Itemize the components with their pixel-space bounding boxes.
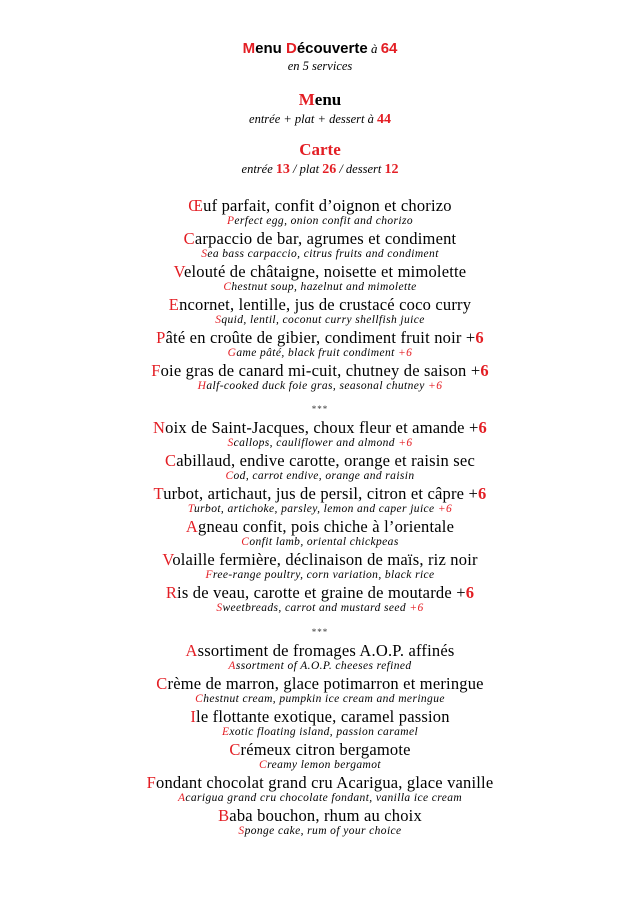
plat-translation: Turbot, artichoke, parsley, lemon and caper juice +6: [187, 503, 453, 515]
plat-name: Noix de Saint-Jacques, choux fleur et amande +6: [153, 418, 487, 437]
dessert-translation: Exotic floating island, passion caramel: [221, 726, 419, 738]
plat-translation: Confit lamb, oriental chickpeas: [241, 536, 399, 548]
plat-name: Cabillaud, endive carotte, orange et raisin sec: [165, 451, 475, 470]
section-separator: ***: [311, 627, 329, 637]
entree-translation: Sea bass carpaccio, citrus fruits and condiment: [201, 248, 439, 260]
dessert-name: Ile flottante exotique, caramel passion: [190, 707, 450, 726]
dessert-translation: Acarigua grand cru chocolate fondant, vanilla ice cream: [177, 792, 463, 804]
entree-translation: Half-cooked duck foie gras, seasonal chutney +6: [197, 380, 443, 392]
entree-name: Carpaccio de bar, agrumes et condiment: [183, 229, 457, 248]
menu-subtitle: entrée + plat + dessert à 44: [249, 112, 391, 127]
dessert-name: Crème de marron, glace potimarron et meringue: [156, 674, 484, 693]
dessert-translation: Creamy lemon bergamot: [259, 759, 381, 771]
dessert-translation: Chestnut cream, pumpkin ice cream and meringue: [195, 693, 445, 705]
entree-translation: Game pâté, black fruit condiment +6: [227, 347, 413, 359]
entree-name: Œuf parfait, confit d’oignon et chorizo: [188, 196, 452, 215]
entree-name: Velouté de châtaigne, noisette et mimolette: [173, 262, 467, 281]
plat-translation: Cod, carrot endive, orange and raisin: [225, 470, 415, 482]
carte-prices: entrée 13 / plat 26 / dessert 12: [241, 162, 399, 177]
dessert-translation: Sponge cake, rum of your choice: [238, 825, 402, 837]
dessert-name: Assortiment de fromages A.O.P. affinés: [185, 641, 455, 660]
dessert-name: Baba bouchon, rhum au choix: [218, 806, 422, 825]
plat-translation: Free-range poultry, corn variation, black rice: [205, 569, 435, 581]
plat-translation: Sweetbreads, carrot and mustard seed +6: [216, 602, 424, 614]
plat-name: Turbot, artichaut, jus de persil, citron et câpre +6: [153, 484, 487, 503]
plat-name: Ris de veau, carotte et graine de moutarde +6: [165, 583, 475, 602]
plat-name: Agneau confit, pois chiche à l’orientale: [185, 517, 455, 536]
entree-translation: Chestnut soup, hazelnut and mimolette: [223, 281, 417, 293]
entree-translation: Squid, lentil, coconut curry shellfish juice: [215, 314, 425, 326]
carte-title: Carte: [299, 140, 341, 159]
decouverte-subtitle: en 5 services: [287, 59, 353, 73]
menu-title: Menu: [298, 90, 342, 109]
entree-name: Foie gras de canard mi-cuit, chutney de saison +6: [151, 361, 489, 380]
entree-name: Pâté en croûte de gibier, condiment fruit noir +6: [156, 328, 484, 347]
section-separator: ***: [311, 404, 329, 414]
decouverte-title: Menu Découverte à 64: [242, 40, 398, 57]
dessert-name: Fondant chocolat grand cru Acarigua, glace vanille: [146, 773, 494, 792]
plat-translation: Scallops, cauliflower and almond +6: [227, 437, 413, 449]
dessert-name: Crémeux citron bergamote: [229, 740, 411, 759]
entree-translation: Perfect egg, onion confit and chorizo: [226, 215, 413, 227]
entree-name: Encornet, lentille, jus de crustacé coco curry: [168, 295, 472, 314]
dessert-translation: Assortment of A.O.P. cheeses refined: [228, 660, 412, 672]
plat-name: Volaille fermière, déclinaison de maïs, riz noir: [162, 550, 478, 569]
